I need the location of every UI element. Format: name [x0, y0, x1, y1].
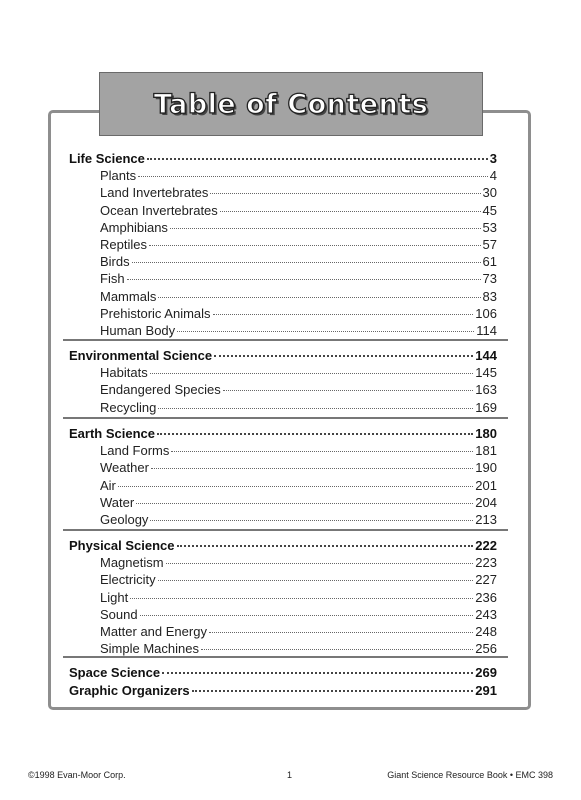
subsection-entry-page-number: 169: [475, 399, 497, 415]
subsection-entry-label: Fish: [100, 271, 125, 287]
subsection-entry-page-number: 248: [475, 624, 497, 639]
subsection-entry[interactable]: [100, 322, 497, 339]
dot-leader: [118, 485, 473, 487]
subsection-entry-label: Amphibians: [100, 219, 168, 235]
footer-copyright: ©1998 Evan-Moor Corp.: [28, 770, 126, 780]
section-divider: [63, 417, 508, 419]
subsection-entry-page-number: 190: [475, 460, 497, 476]
dot-leader: [177, 544, 474, 547]
page-title: Table of Contents: [153, 88, 429, 120]
dot-leader: [127, 278, 481, 280]
dot-leader: [158, 407, 473, 409]
subsection-entry[interactable]: [100, 554, 497, 571]
dot-leader: [150, 372, 474, 374]
section-entry-label: Physical Science: [69, 538, 175, 553]
subsection-entry-page-number: 83: [482, 288, 497, 304]
subsection-entry[interactable]: [100, 167, 497, 184]
subsection-entry[interactable]: [100, 288, 497, 305]
subsection-entry-label: Magnetism: [100, 555, 164, 571]
dot-leader: [136, 502, 473, 504]
subsection-entry-page-number: 73: [482, 271, 497, 287]
dot-leader: [170, 227, 481, 229]
subsection-entry[interactable]: [100, 399, 497, 416]
subsection-entry[interactable]: [100, 511, 497, 528]
subsection-entry-label: Geology: [100, 512, 149, 527]
section-divider: [63, 529, 508, 531]
dot-leader: [223, 389, 474, 391]
dot-leader: [209, 631, 473, 633]
subsection-entry-page-number: 145: [475, 365, 497, 381]
subsection-entry-page-number: 201: [475, 477, 497, 493]
section-entry-page-number: 269: [475, 665, 497, 680]
subsection-entry[interactable]: [100, 184, 497, 201]
subsection-entry-page-number: 204: [475, 494, 497, 510]
dot-leader: [149, 244, 481, 246]
section-divider: [63, 339, 508, 341]
subsection-entry[interactable]: [100, 364, 497, 381]
dot-leader: [177, 330, 474, 332]
subsection-entry-page-number: 61: [482, 254, 497, 270]
subsection-entry-label: Prehistoric Animals: [100, 305, 211, 321]
section-entry[interactable]: [69, 682, 497, 699]
section-entry[interactable]: [69, 537, 497, 554]
section-entry-page-number: 222: [475, 538, 497, 553]
dot-leader: [157, 432, 473, 435]
dot-leader: [130, 597, 473, 599]
subsection-entry-page-number: 243: [475, 606, 497, 622]
section-entry-page-number: 3: [489, 151, 497, 166]
dot-leader: [171, 450, 473, 452]
subsection-entry-label: Reptiles: [100, 237, 147, 252]
dot-leader: [214, 354, 473, 357]
subsection-entry-page-number: 213: [475, 512, 497, 527]
section-entry-label: Space Science: [69, 665, 161, 680]
subsection-entry-label: Air: [100, 477, 116, 493]
subsection-entry[interactable]: [100, 381, 497, 398]
dot-leader: [138, 175, 488, 177]
subsection-entry-page-number: 114: [476, 323, 497, 338]
subsection-entry-page-number: 236: [475, 589, 497, 605]
dot-leader: [162, 671, 473, 674]
dot-leader: [158, 579, 474, 581]
section-divider: [63, 656, 508, 658]
dot-leader: [132, 261, 481, 263]
subsection-entry-page-number: 181: [475, 443, 497, 459]
subsection-entry-label: Habitats: [100, 365, 148, 381]
dot-leader: [201, 648, 473, 650]
subsection-entry[interactable]: [100, 236, 497, 253]
subsection-entry-page-number: 45: [482, 202, 497, 218]
subsection-entry-page-number: 227: [475, 572, 497, 588]
dot-leader: [151, 467, 473, 469]
section-entry-label: Environmental Science: [69, 348, 213, 363]
subsection-entry-page-number: 106: [475, 305, 497, 321]
subsection-entry[interactable]: [100, 640, 497, 657]
section-entry-page-number: 180: [475, 426, 497, 441]
subsection-entry-label: Recycling: [100, 399, 157, 415]
subsection-entry-label: Ocean Invertebrates: [100, 202, 218, 218]
footer-book-title: Giant Science Resource Book • EMC 398: [387, 770, 553, 780]
subsection-entry-label: Birds: [100, 254, 130, 270]
subsection-entry-label: Endangered Species: [100, 382, 221, 398]
subsection-entry[interactable]: [100, 270, 497, 287]
subsection-entry-label: Simple Machines: [100, 641, 199, 657]
subsection-entry[interactable]: [100, 253, 497, 270]
dot-leader: [158, 296, 480, 298]
dot-leader: [166, 562, 474, 564]
subsection-entry-label: Light: [100, 589, 129, 605]
subsection-entry-page-number: 223: [475, 555, 497, 571]
subsection-entry[interactable]: [100, 606, 497, 623]
subsection-entry-label: Plants: [100, 168, 137, 184]
subsection-entry-label: Water: [100, 494, 135, 510]
subsection-entry-page-number: 256: [475, 641, 497, 657]
dot-leader: [192, 689, 474, 692]
subsection-entry-label: Land Forms: [100, 443, 170, 459]
section-entry-page-number: 291: [475, 683, 497, 698]
subsection-entry[interactable]: [100, 477, 497, 494]
subsection-entry-page-number: 30: [482, 185, 497, 201]
section-entry[interactable]: [69, 150, 497, 167]
subsection-entry[interactable]: [100, 494, 497, 511]
section-entry-label: Graphic Organizers: [69, 683, 190, 698]
subsection-entry[interactable]: [100, 623, 497, 640]
subsection-entry-label: Land Invertebrates: [100, 185, 209, 201]
subsection-entry[interactable]: [100, 459, 497, 476]
dot-leader: [147, 157, 488, 160]
subsection-entry-page-number: 57: [482, 237, 497, 252]
subsection-entry[interactable]: [100, 442, 497, 459]
subsection-entry-page-number: 53: [482, 219, 497, 235]
subsection-entry[interactable]: [100, 571, 497, 588]
section-entry-label: Life Science: [69, 151, 145, 166]
subsection-entry-label: Human Body: [100, 323, 176, 338]
subsection-entry[interactable]: [100, 589, 497, 606]
dot-leader: [140, 614, 474, 616]
subsection-entry-label: Electricity: [100, 572, 156, 588]
subsection-entry-label: Matter and Energy: [100, 624, 207, 639]
subsection-entry-label: Sound: [100, 606, 138, 622]
subsection-entry-label: Mammals: [100, 288, 157, 304]
subsection-entry[interactable]: [100, 202, 497, 219]
section-entry-page-number: 144: [475, 348, 497, 363]
dot-leader: [213, 313, 474, 315]
dot-leader: [220, 210, 481, 212]
footer-page-number: 1: [287, 770, 293, 780]
subsection-entry-page-number: 163: [475, 382, 497, 398]
subsection-entry[interactable]: [100, 219, 497, 236]
section-entry[interactable]: [69, 347, 497, 364]
section-entry-label: Earth Science: [69, 426, 155, 441]
dot-leader: [210, 192, 480, 194]
subsection-entry[interactable]: [100, 305, 497, 322]
dot-leader: [150, 519, 473, 521]
section-entry[interactable]: [69, 425, 497, 442]
section-entry[interactable]: [69, 664, 497, 681]
subsection-entry-page-number: 4: [489, 168, 497, 184]
subsection-entry-label: Weather: [100, 460, 149, 476]
